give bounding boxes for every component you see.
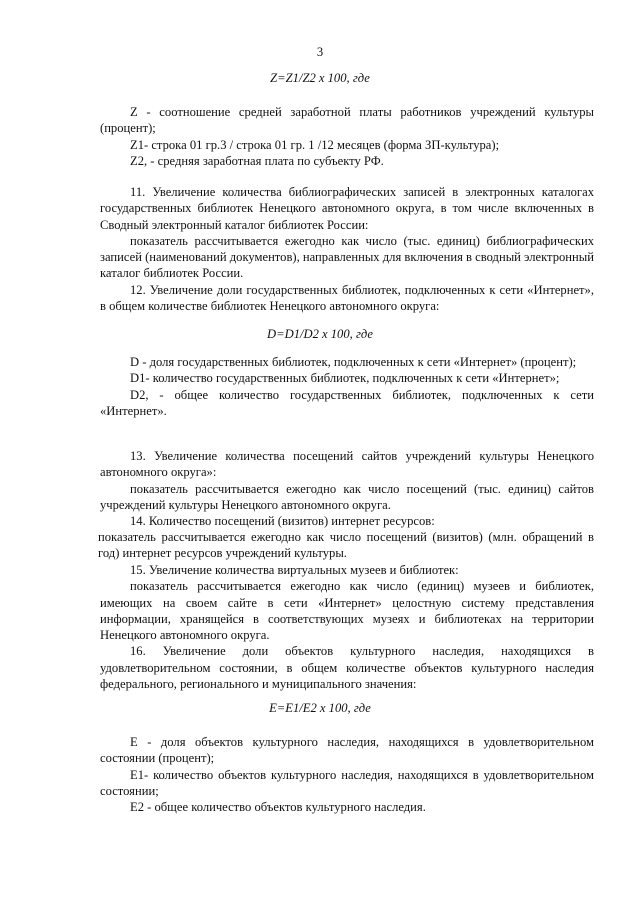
item-15-title: 15. Увеличение количества виртуальных музеев и библиотек:	[130, 563, 459, 577]
e2-definition: E2 - общее количество объектов культурного наследия.	[130, 800, 426, 815]
page-number: 3	[316, 45, 324, 59]
item-14-text: показатель рассчитывается ежегодно как число посещений (визитов) (млн. обращений в год) интернет ресурсов учреждений культуры.	[98, 530, 594, 561]
item-11	[100, 184, 594, 314]
d1-definition: D1- количество государственных библиотек, подключенных к сети «Интернет»;	[130, 371, 560, 386]
formula-e: E=E1/E2 x 100, где	[269, 701, 371, 715]
items-13-15	[100, 448, 594, 529]
item-12-title: 12. Увеличение доли государственных библиотек, подключенных к сети «Интернет», в общем количестве библиотек Ненецкого автономного округа:	[100, 282, 594, 314]
formula-z: Z=Z1/Z2 x 100, где	[270, 71, 370, 85]
item-13-text: показатель рассчитывается ежегодно как число посещений (тыс. единиц) сайтов учреждений культуры Ненецкого автономного округа.	[100, 481, 594, 512]
formula-d: D=D1/D2 x 100, где	[267, 327, 373, 341]
z2-definition: Z2, - средняя заработная плата по субъекту РФ.	[130, 153, 384, 168]
d-definitions	[100, 354, 594, 419]
item-15-text: показатель рассчитывается ежегодно как число (единиц) музеев и библиотек, имеющих на своем сайте в сети «Интернет» целостную систему представления информации, хранящейся в соответствующих музеях и библиотеках на территории Ненецкого автономного округа.	[100, 579, 594, 643]
d-definition: D - доля государственных библиотек, подключенных к сети «Интернет» (процент);	[130, 355, 577, 369]
e-definitions	[100, 734, 594, 815]
e1-definition: E1- количество объектов культурного наследия, находящихся в удовлетворительном состоянии;	[100, 767, 594, 798]
item-11-text: показатель рассчитывается ежегодно как число (тыс. единиц) библиографических записей (наименований документов), направленных для включения в сводный электронный каталог библиотек России.	[100, 233, 594, 281]
item-16-title: 16. Увеличение доли объектов культурного наследия, находящихся в удовлетворительном состоянии, в общем количестве объектов культурного наследия федерального, регионального и муниципального значения:	[100, 644, 594, 692]
z-definitions	[100, 104, 594, 169]
z1-definition: Z1- строка 01 гр.3 / строка 01 гр. 1 /12 месяцев (форма ЗП-культура);	[130, 137, 500, 152]
d2-definition: D2, - общее количество государственных библиотек, подключенных к сети «Интернет».	[100, 387, 594, 418]
item-14-title: 14. Количество посещений (визитов) интернет ресурсов:	[130, 514, 435, 529]
z-definition: Z - соотношение средней заработной платы работников учреждений культуры (процент);	[100, 105, 594, 136]
item-11-title: 11. Увеличение количества библиографических записей в электронных каталогах государственных библиотек Ненецкого автономного округа, в том числе включенных в Сводный электронный каталог библиотек России:	[100, 185, 594, 232]
item-15	[100, 562, 594, 692]
item-14-body	[98, 529, 594, 562]
item-13-title: 13. Увеличение количества посещений сайтов учреждений культуры Ненецкого автономного округа»:	[100, 449, 594, 480]
e-definition: E - доля объектов культурного наследия, находящихся в удовлетворительном состоянии (процент);	[100, 735, 594, 766]
